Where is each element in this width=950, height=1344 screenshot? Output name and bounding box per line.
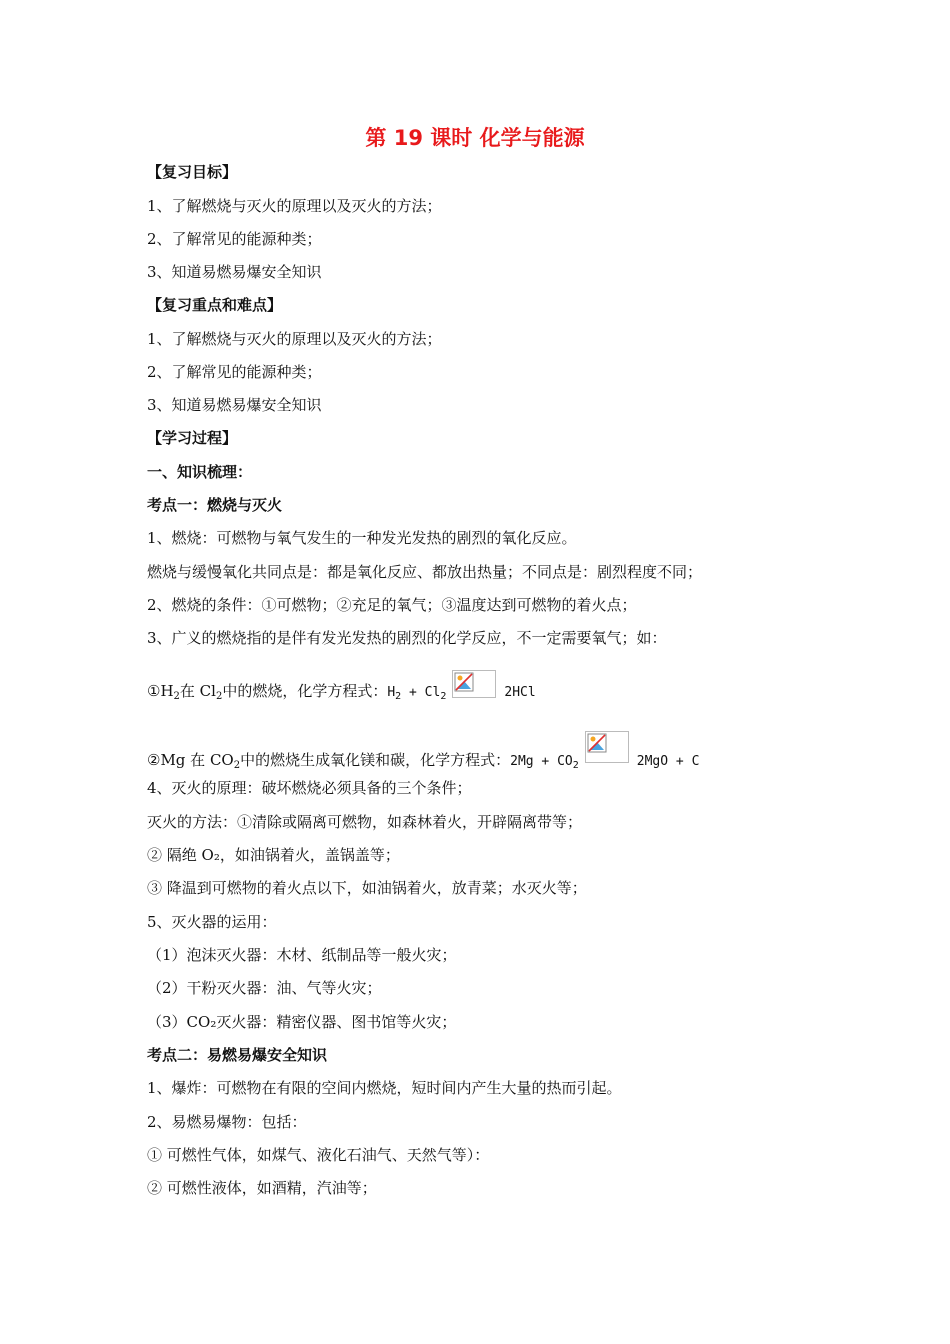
topic2-line: 1、爆炸：可燃物在有限的空间内燃烧，短时间内产生大量的热而引起。 [147,1079,622,1097]
equation-1-line [147,670,536,703]
topic1-line: （2）干粉灭火器：油、气等火灾； [147,979,382,997]
topic1-line: 燃烧与缓慢氧化共同点是：都是氧化反应、都放出热量；不同点是：剧烈程度不同； [147,563,703,581]
broken-image-icon [452,670,496,698]
topic1-heading: 考点一：燃烧与灭火 [147,496,283,514]
topic1-line: 1、燃烧：可燃物与氧气发生的一种发光发热的剧烈的氧化反应。 [147,529,577,547]
key-item: 1、了解燃烧与灭火的原理以及灭火的方法； [147,330,442,348]
goal-item: 3、知道易燃易爆安全知识 [147,263,322,281]
topic1-line: （3）CO₂灭火器：精密仪器、图书馆等火灾； [147,1013,457,1031]
topic2-line: ② 可燃性液体，如酒精，汽油等； [147,1179,377,1197]
key-item: 2、了解常见的能源种类； [147,363,322,381]
topic1-line: （1）泡沫灭火器：木材、纸制品等一般火灾； [147,946,457,964]
page-title: 第 19 课时 化学与能源 [365,126,585,150]
equation-2-line [147,731,699,772]
eq1-product: 2HCl [504,685,536,700]
topic2-line: ① 可燃性气体，如煤气、液化石油气、天然气等）： [147,1146,490,1164]
topic2-heading: 考点二：易燃易爆安全知识 [147,1046,328,1064]
topic1-line: ② 隔绝 O₂，如油锅着火，盖锅盖等； [147,846,400,864]
topic1-line: 4、灭火的原理：破坏燃烧必须具备的三个条件； [147,779,472,797]
eq2-product: 2MgO + C [636,754,700,769]
broken-image-icon [585,731,629,763]
goal-item: 1、了解燃烧与灭火的原理以及灭火的方法； [147,197,442,215]
eq2-text: ②Mg 在 $CO_2$中的燃烧生成氧化镁和碳，化学方程式： [147,751,511,771]
process-heading: 【学习过程】 [147,429,238,447]
topic1-line: 灭火的方法：①清除或隔离可燃物，如森林着火，开辟隔离带等； [147,813,583,831]
eq2-reactants: $2Mg + CO_2$ [510,754,579,771]
key-heading: 【复习重点和难点】 [147,296,283,314]
topic1-line: ③ 降温到可燃物的着火点以下，如油锅着火，放青菜；水灭火等； [147,879,587,897]
topic1-line: 2、燃烧的条件：①可燃物；②充足的氧气；③温度达到可燃物的着火点； [147,596,637,614]
part1-heading: 一、知识梳理： [147,463,253,481]
topic2-line: 2、易燃易爆物：包括： [147,1113,307,1131]
topic1-line: 5、灭火器的运用： [147,913,277,931]
eq1-text: $①H_2$在 $Cl_2$中的燃烧，化学方程式： [147,682,388,702]
goal-item: 2、了解常见的能源种类； [147,230,322,248]
eq1-reactants: $H_2 + Cl_2$ [387,685,447,702]
key-item: 3、知道易燃易爆安全知识 [147,396,322,414]
topic1-line: 3、广义的燃烧指的是伴有发光发热的剧烈的化学反应，不一定需要氧气；如： [147,629,667,647]
goals-heading: 【复习目标】 [147,163,238,181]
